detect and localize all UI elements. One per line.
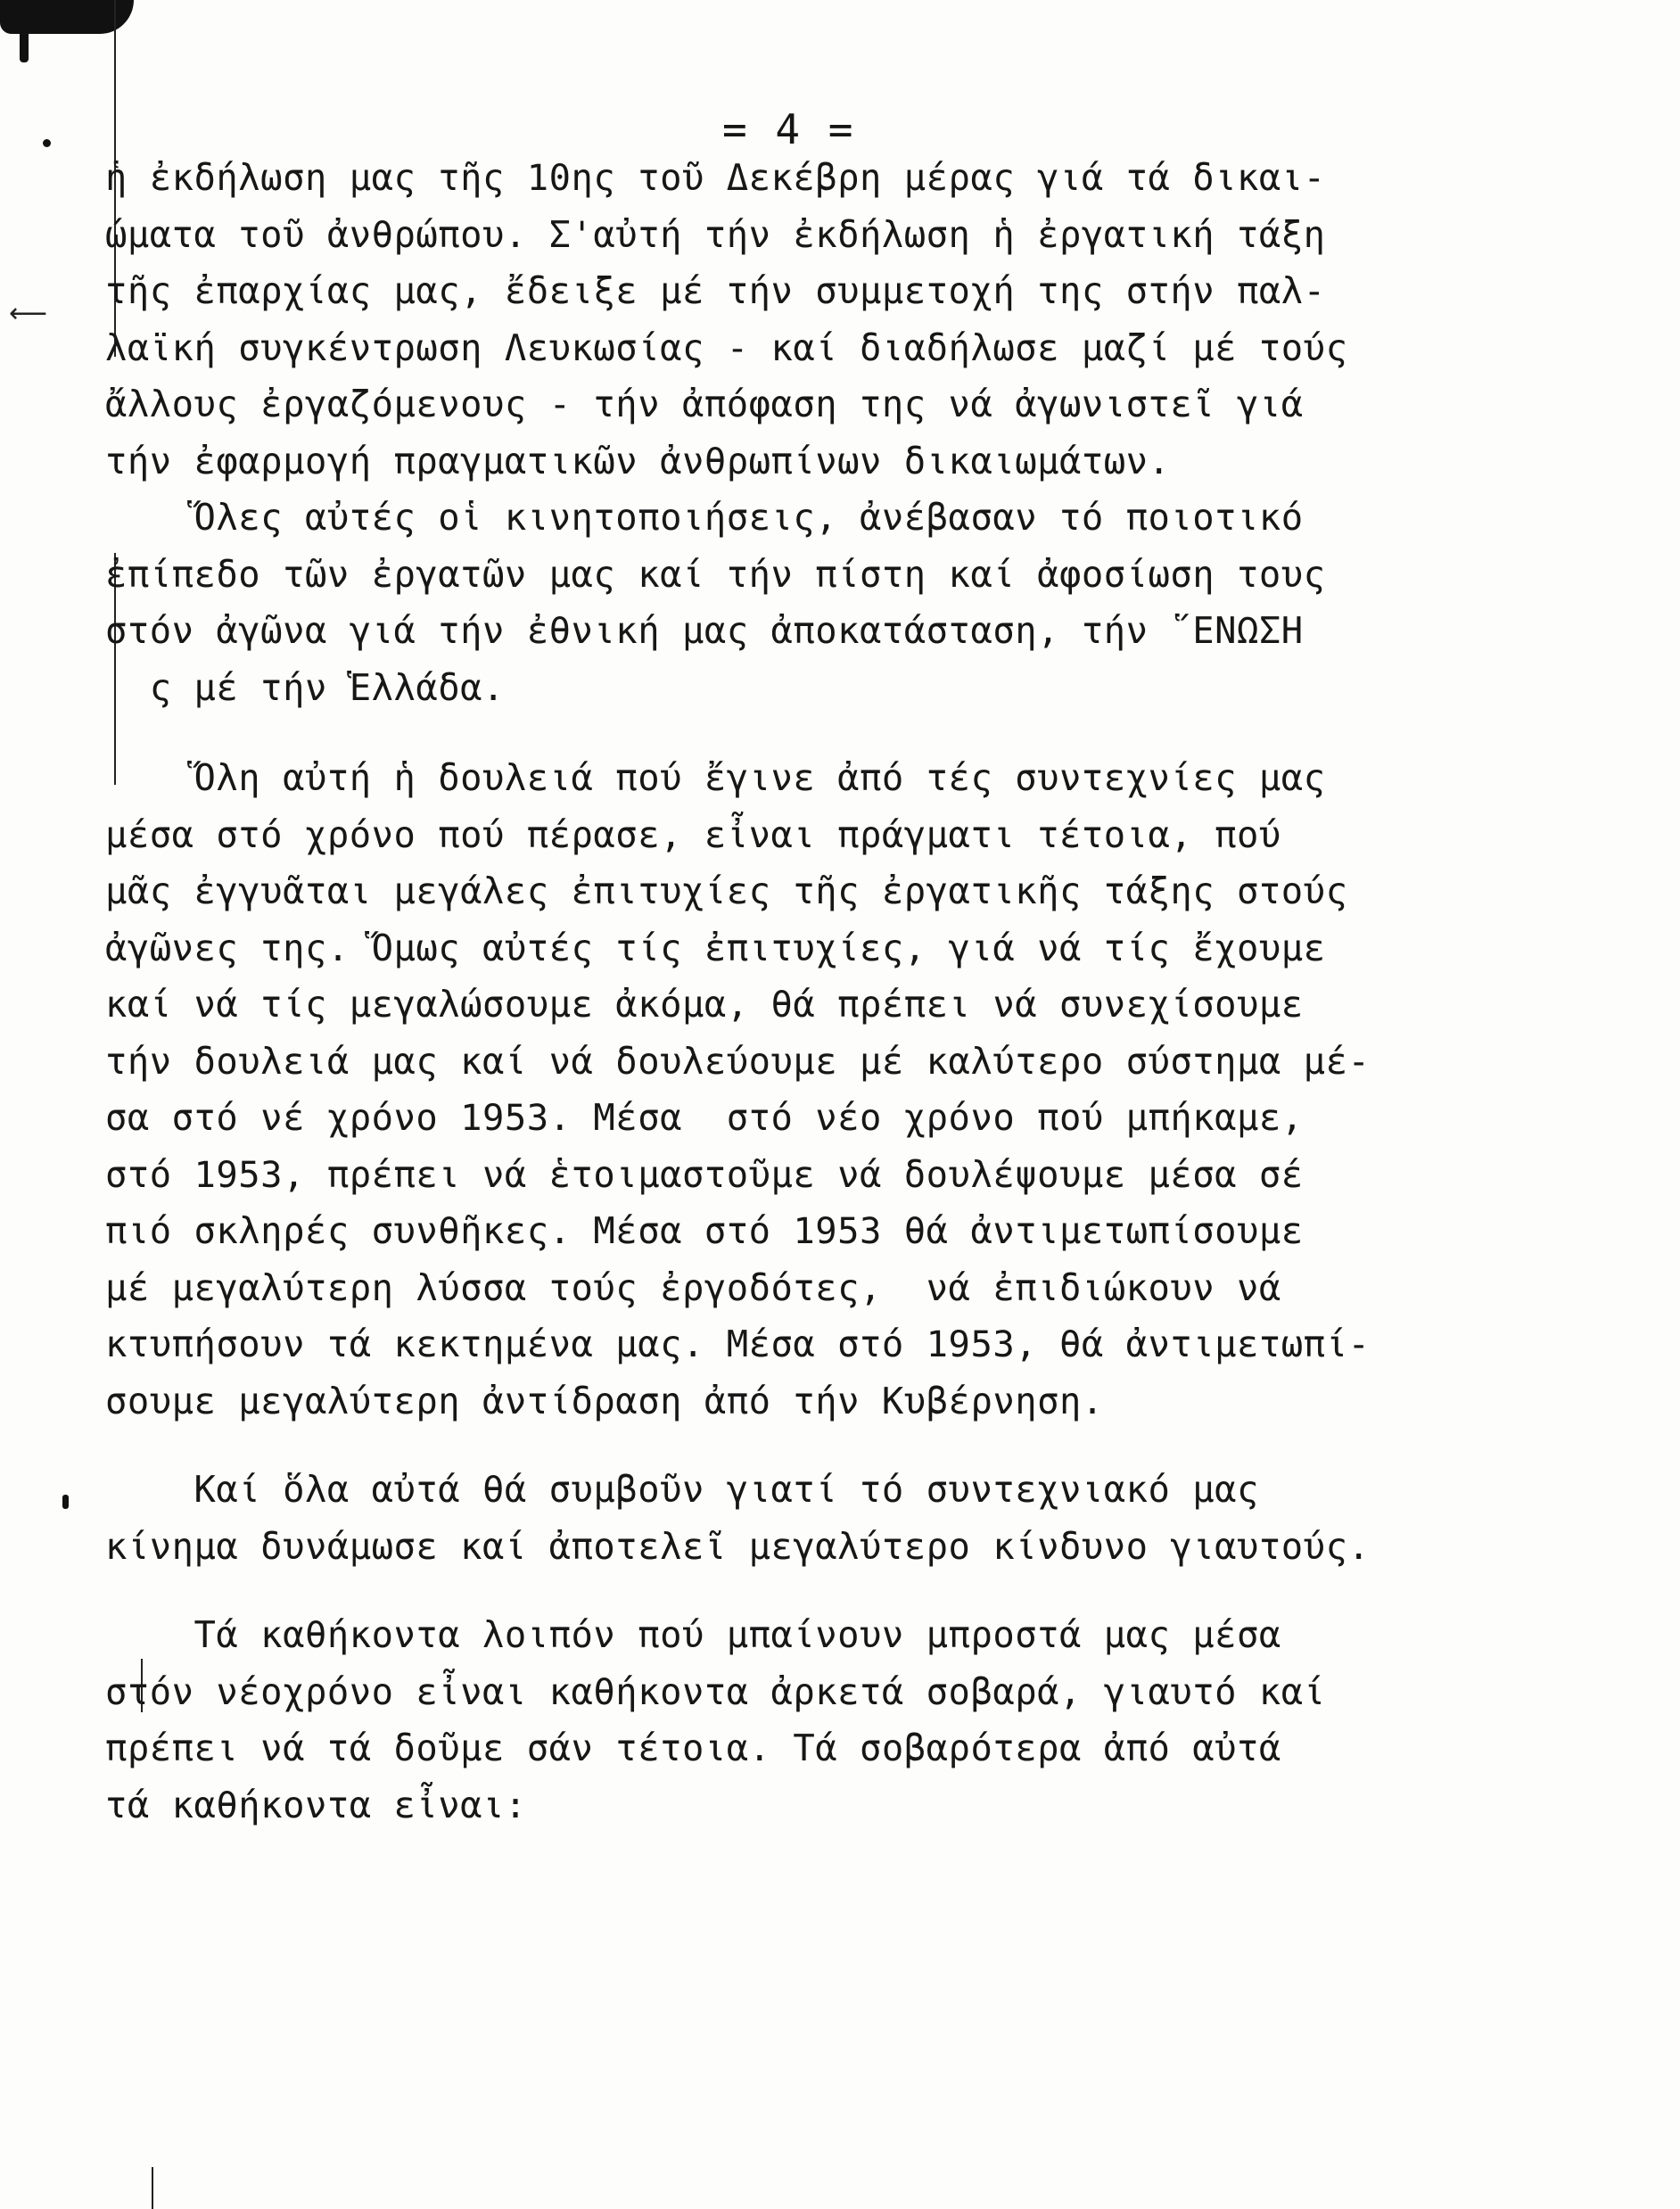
text-line: τήν δουλειά μας καί νά δουλεύουμε μέ καλύτερο σύστημα μέ- (105, 1039, 1371, 1083)
paragraph-2 (105, 490, 1657, 716)
text-line: ἐπίπεδο τῶν ἐργατῶν μας καί τήν πίστη καί ἀφοσίωση τους (105, 552, 1326, 596)
text-line: πρέπει νά τά δοῦμε σάν τέτοια. Τά σοβαρότερα ἀπό αὐτά (105, 1727, 1281, 1769)
ink-dot-margin (62, 1495, 69, 1509)
text-line: σουμε μεγαλύτερη ἀντίδραση ἀπό τήν Κυβέρνηση. (105, 1379, 1104, 1422)
paragraph-1 (105, 150, 1657, 490)
text-line: τά καθήκοντα εἶναι: (105, 1783, 527, 1826)
text-line: ἀγῶνες της. Ὅμως αὐτές τίς ἐπιτυχίες, γιά νά τίς ἔχουμε (105, 926, 1326, 969)
text-line: ἄλλους ἐργαζόμενους - τήν ἀπόφαση της νά ἀγωνιστεῖ γιά (105, 383, 1304, 425)
paragraph-3 (105, 750, 1657, 1430)
text-line: τῆς ἐπαρχίας μας, ἔδειξε μέ τήν συμμετοχή της στήν παλ- (105, 269, 1326, 312)
text-line: λαϊκή συγκέντρωση Λευκωσίας - καί διαδήλωσε μαζί μέ τούς (105, 326, 1348, 369)
text-line: μέ μεγαλύτερη λύσσα τούς ἐργοδότες, νά ἐπιδιώκουν νά (105, 1265, 1281, 1309)
paragraph-4 (105, 1462, 1657, 1575)
paragraph-5 (105, 1607, 1657, 1834)
text-line: Ὅλες αὐτές οἱ κινητοποιήσεις, ἀνέβασαν τό ποιοτικό (105, 496, 1304, 539)
page-number: = 4 = (722, 105, 855, 153)
margin-rule-bottom (152, 2167, 153, 2209)
text-line: μᾶς ἐγγυᾶται μεγάλες ἐπιτυχίες τῆς ἐργατικῆς τάξης στούς (105, 870, 1348, 912)
text-line: σα στό νέ χρόνο 1953. Μέσα στό νέο χρόνο πού μπήκαμε, (105, 1096, 1304, 1139)
paragraph-gap (105, 1575, 1657, 1607)
paragraph-gap (105, 716, 1657, 750)
text-line: Τά καθήκοντα λοιπόν πού μπαίνουν μπροστά μας μέσα (105, 1613, 1281, 1656)
text-line: Καί ὅλα αὐτά θά συμβοῦν γιατί τό συντεχνιακό μας (105, 1468, 1259, 1511)
text-line: ώματα τοῦ ἀνθρώπου. Σ'αὐτή τήν ἐκδήλωση ἡ ἐργατική τάξη (105, 212, 1326, 256)
text-line: μέσα στό χρόνο πού πέρασε, εἶναι πράγματι τέτοια, πού (105, 812, 1281, 856)
text-line: Ὅλη αὐτή ἡ δουλειά πού ἔγινε ἀπό τές συντεχνίες μας (105, 756, 1326, 799)
paragraph-gap (105, 1430, 1657, 1462)
text-line: κτυπήσουν τά κεκτημένα μας. Μέσα στό 1953, θά ἀντιμετωπί- (105, 1323, 1371, 1365)
text-line: στόν νέοχρόνο εἶναι καθήκοντα ἀρκετά σοβαρά, γιαυτό καί (105, 1669, 1326, 1713)
text-line: καί νά τίς μεγαλώσουμε ἀκόμα, θά πρέπει νά συνεχίσουμε (105, 983, 1304, 1026)
text-line: πιό σκληρές συνθῆκες. Μέσα στό 1953 θά ἀντιμετωπίσουμε (105, 1209, 1304, 1252)
ink-blot-drip (20, 0, 29, 62)
text-line: στό 1953, πρέπει νά ἑτοιμαστοῦμε νά δουλέψουμε μέσα σέ (105, 1152, 1304, 1196)
margin-arrow-mark: ⟵ (9, 298, 48, 329)
text-line: ἡ ἐκδήλωση μας τῆς 10ης τοῦ Δεκέβρη μέρας γιά τά δικαι- (105, 156, 1326, 199)
text-line: στόν ἀγῶνα γιά τήν ἐθνική μας ἀποκατάσταση, τήν ῞ΕΝΩΣΗ (105, 609, 1304, 652)
typewritten-body (105, 150, 1657, 1834)
text-line: ς μέ τήν Ἑλλάδα. (105, 665, 505, 709)
ink-dot-left (43, 139, 51, 147)
text-line: κίνημα δυνάμωσε καί ἀποτελεῖ μεγαλύτερο κίνδυνο γιαυτούς. (105, 1524, 1371, 1568)
text-line: τήν ἐφαρμογή πραγματικῶν ἀνθρωπίνων δικαιωμάτων. (105, 439, 1171, 482)
